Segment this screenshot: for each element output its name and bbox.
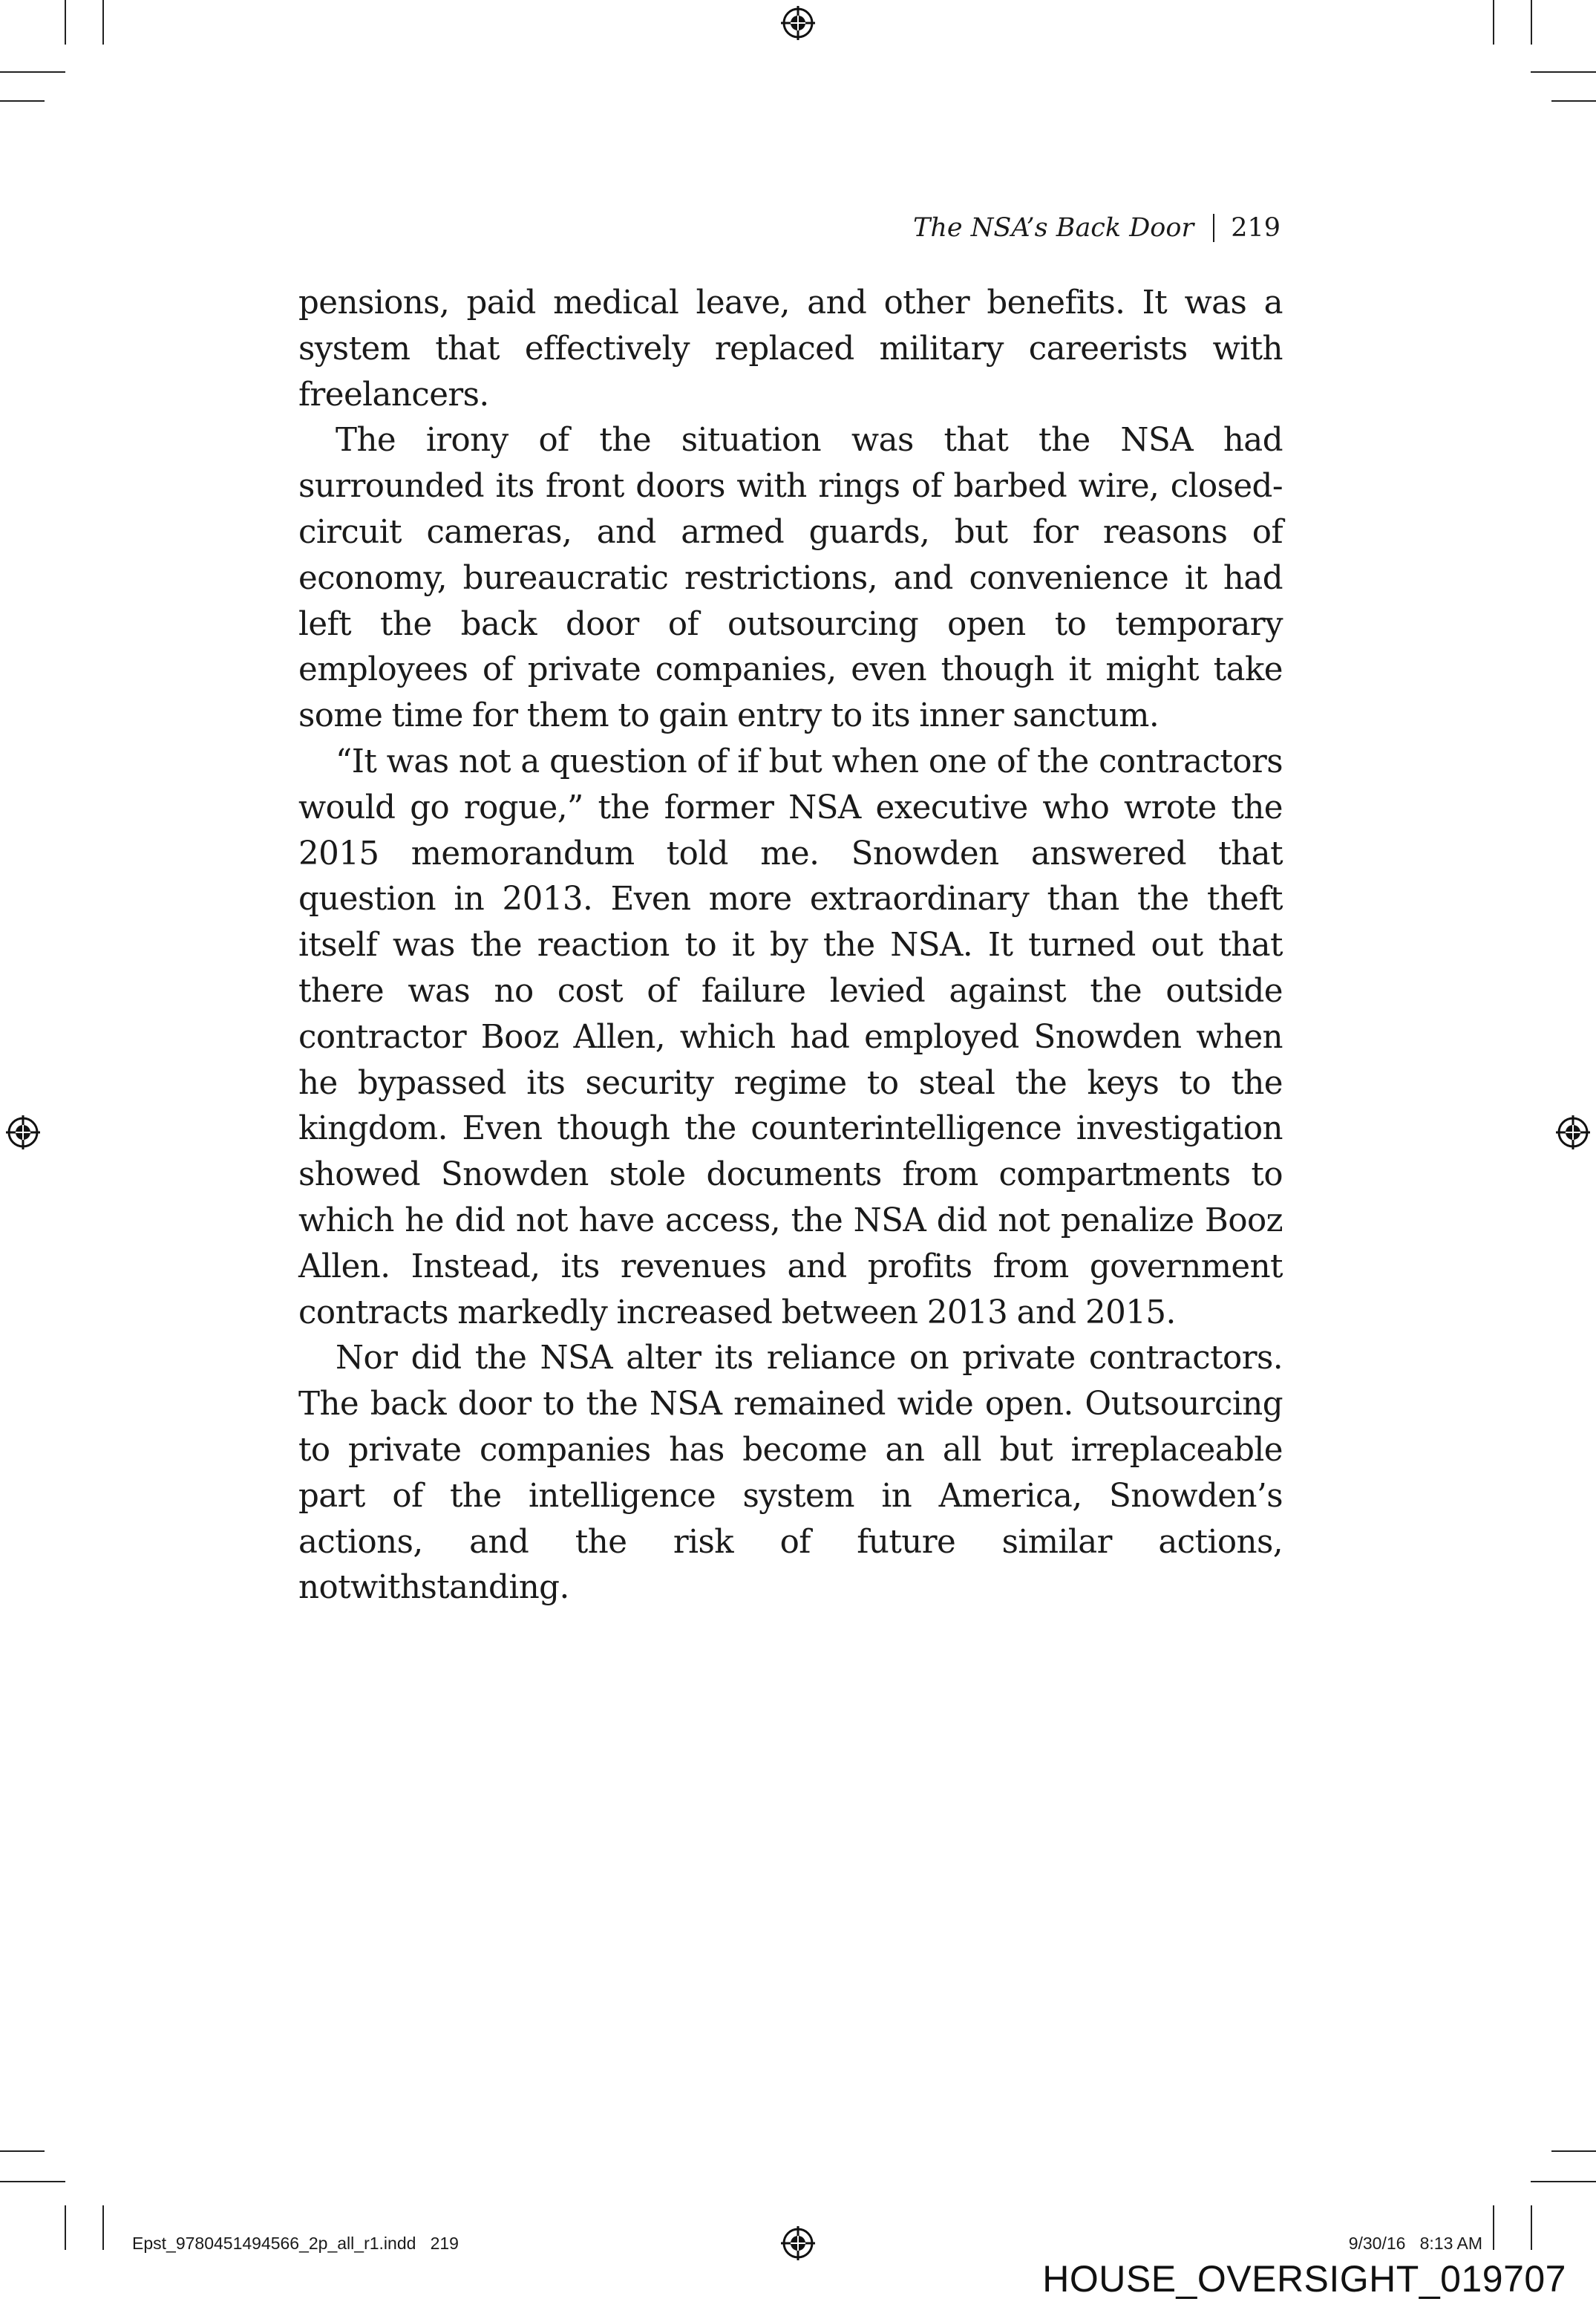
- crop-mark: [0, 2181, 65, 2182]
- crop-mark: [0, 100, 45, 102]
- crop-mark: [1531, 71, 1596, 73]
- registration-target-icon: [6, 1115, 40, 1149]
- crop-mark: [102, 2205, 104, 2250]
- crop-mark: [0, 71, 65, 73]
- crop-mark: [1493, 0, 1494, 45]
- crop-mark: [1551, 100, 1596, 102]
- crop-mark: [1531, 0, 1532, 45]
- crop-mark: [0, 2150, 45, 2152]
- crop-mark: [65, 0, 66, 45]
- paragraph: “It was not a question of if but when one of the contractors would go rogue,” the former NSA executive who wrote the 2015 memorandum told me. Snowden answered that question in 2013. Even more extraordinary than the theft itself was the reaction to it by the NSA. It turned out that there was no cost of failure levied against the outside contractor Booz Allen, which had employed Snowden when he bypassed its security regime to steal the keys to the kingdom. Even though the counterintelligence investigation showed Snowden stole documents from compartments to which he did not have access, the NSA did not penalize Booz Allen. Instead, its revenues and profits from government contracts markedly increased between 2013 and 2015.: [298, 743, 1283, 1331]
- paragraph: The irony of the situation was that the NSA had surrounded its front doors with rings of barbed wire, closed-circuit cameras, and armed guards, but for reasons of economy, bureaucratic restrictions, and convenience it had left the back door of outsourcing open to temporary employees of private companies, even though it might take some time for them to gain entry to its inner sanctum.: [298, 422, 1283, 735]
- crop-mark: [102, 0, 104, 45]
- crop-mark: [1551, 2150, 1596, 2152]
- running-head: [913, 209, 1281, 247]
- page-number: 219: [1231, 213, 1281, 243]
- paragraph: pensions, paid medical leave, and other benefits. It was a system that effectively replaced military careerists with freelancers.: [298, 284, 1283, 414]
- crop-mark: [1493, 2205, 1494, 2250]
- running-head-divider: [1213, 214, 1214, 242]
- registration-target-icon: [781, 2226, 815, 2260]
- slug-file-info: Epst_9780451494566_2p_all_r1.indd 219: [132, 2234, 459, 2253]
- running-title: The NSA’s Back Door: [913, 213, 1194, 243]
- crop-mark: [65, 2205, 66, 2250]
- crop-mark: [1531, 2181, 1596, 2182]
- registration-target-icon: [781, 6, 815, 40]
- paragraph: Nor did the NSA alter its reliance on private contractors. The back door to the NSA remained wide open. Outsourcing to private companies has become an all but irreplaceable part of the intelligence system in America, Snowden’s actions, and the risk of future similar actions, notwithstanding.: [298, 1340, 1283, 1607]
- bates-number: HOUSE_OVERSIGHT_019707: [1042, 2258, 1566, 2300]
- crop-mark: [1531, 2205, 1532, 2250]
- slug-date-info: 9/30/16 8:13 AM: [1348, 2234, 1482, 2253]
- registration-target-icon: [1556, 1115, 1590, 1149]
- body-text: [298, 281, 1283, 1611]
